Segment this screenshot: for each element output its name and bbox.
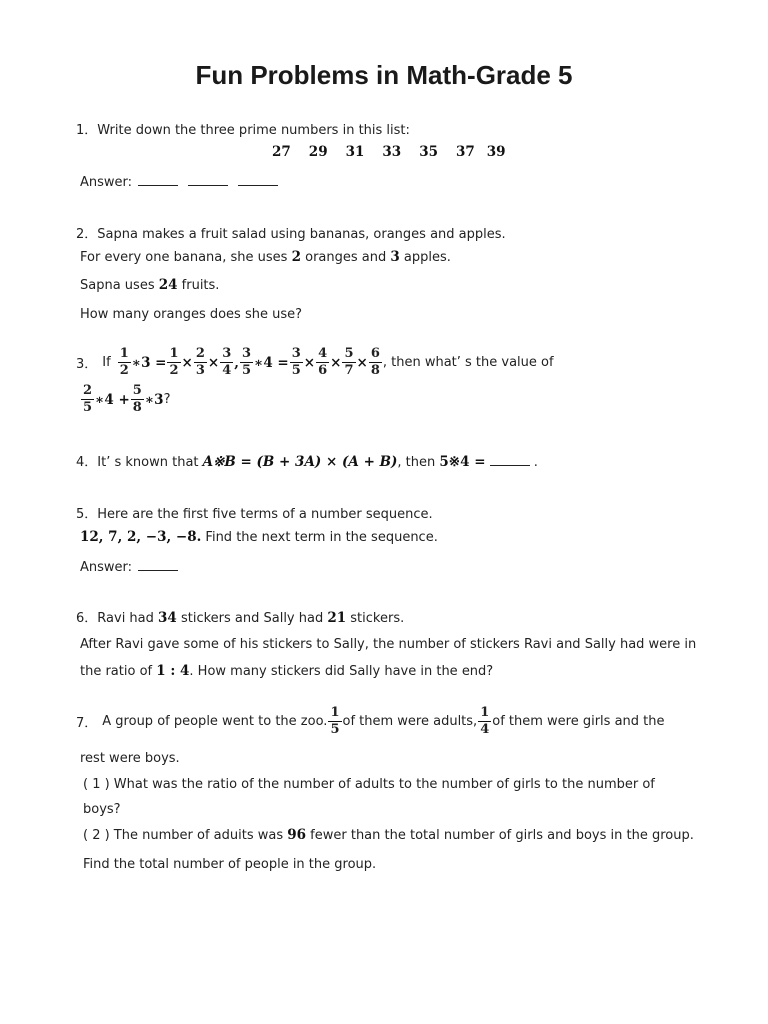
math-sequence: 12, 7, 2, −3, −8. [80, 529, 202, 545]
text: If [102, 355, 111, 370]
math-operator: ∗3 [144, 391, 164, 408]
text: Ravi had [97, 611, 159, 626]
problem-6-line-1 [76, 607, 404, 626]
text: . How many stickers did Sally have in the end? [189, 664, 494, 679]
text: ( 2 ) The number of aduits was [83, 828, 288, 843]
list-number: 31 [345, 144, 365, 160]
answer-blank[interactable] [188, 174, 228, 186]
math-expression: A※B = (B + 3A) × (A + B) [202, 454, 398, 470]
math-ratio: 1 : 4 [156, 663, 190, 679]
problem-1-number: 1． [76, 123, 98, 138]
text: , then [397, 455, 440, 470]
answer-blank[interactable] [138, 559, 178, 571]
text: , then what’ s the value of [382, 355, 554, 370]
text: the ratio of [80, 664, 157, 679]
fraction: $\frac{2}{3}$ [195, 346, 205, 378]
math-operator: × [330, 354, 342, 371]
fraction: $\frac{6}{8}$ [370, 346, 380, 378]
fraction: $\frac{1}{5}$ [330, 705, 340, 737]
list-number: 35 [419, 144, 438, 160]
text: It’ s known that [97, 455, 203, 470]
list-number: 27 [272, 144, 291, 160]
fraction: $\frac{3}{5}$ [291, 346, 301, 378]
text: stickers and Sally had [176, 611, 328, 626]
math-expression: 5※4 = [439, 454, 486, 470]
problem-6-number: 6． [76, 611, 98, 626]
fraction: $\frac{1}{4}$ [480, 705, 490, 737]
text: Here are the first five terms of a number sequence. [97, 507, 433, 522]
math-number: 21 [327, 610, 347, 626]
problem-5-line-1 [76, 503, 433, 522]
problem-2-line-2 [80, 249, 451, 265]
math-operator: , [234, 354, 239, 371]
problem-7-line-2: rest were boys. [80, 751, 180, 766]
list-number: 39 [486, 144, 506, 160]
page-title: Fun Problems in Math-Grade 5 [195, 60, 573, 90]
problem-2-question: How many oranges does she use? [80, 307, 303, 322]
answer-blank[interactable] [238, 174, 278, 186]
problem-2-text: Sapna makes a fruit salad using bananas, oranges and apples. [97, 227, 506, 242]
answer-label: Answer: [80, 175, 133, 190]
answer-blank[interactable] [138, 174, 178, 186]
text: A group of people went to the zoo. [102, 714, 328, 729]
math-number: 24 [158, 277, 178, 293]
fraction: $\frac{1}{2}$ [169, 346, 179, 378]
math-operator: × [207, 354, 220, 371]
problem-7-subquestion-1-cont: boys? [83, 802, 121, 817]
problem-3-question [80, 384, 170, 415]
problem-4-line [76, 451, 538, 470]
text: stickers. [346, 611, 405, 626]
fraction: $\frac{3}{5}$ [241, 346, 251, 378]
answer-label: Answer: [80, 560, 133, 575]
text: fewer than the total number of girls and boys in the group. [306, 828, 694, 843]
problem-7-subquestion-3: Find the total number of people in the group. [83, 857, 377, 872]
math-operator: × [356, 354, 368, 371]
text: of them were adults, [342, 714, 478, 729]
fraction: $\frac{1}{2}$ [119, 346, 129, 378]
text: . [533, 455, 538, 470]
problem-1-text: Write down the three prime numbers in this list: [97, 123, 410, 138]
text: apples. [399, 250, 451, 265]
math-operator: ∗4 + [95, 391, 130, 408]
text: fruits. [177, 278, 220, 293]
fraction: $\frac{5}{7}$ [344, 346, 354, 378]
problem-6-line-3 [80, 663, 493, 679]
math-operator: ∗3 = [131, 354, 167, 371]
math-operator: × [181, 354, 193, 371]
problem-2-line-3 [80, 277, 219, 293]
fraction: $\frac{2}{5}$ [83, 383, 93, 415]
problem-1-number-list [272, 144, 506, 160]
math-operator: ∗4 = [254, 354, 289, 371]
math-number: 96 [287, 827, 307, 843]
text: For every one banana, she uses [80, 250, 292, 265]
problem-3-number: 3． [76, 357, 98, 372]
problem-2-line-1 [76, 223, 506, 242]
list-number: 29 [308, 144, 328, 160]
math-operator: × [303, 354, 316, 371]
list-number: 33 [382, 144, 402, 160]
math-number: 2 [291, 249, 301, 265]
problem-6-line-2: After Ravi gave some of his stickers to Sally, the number of stickers Ravi and Sally had were in [80, 637, 697, 652]
problem-5-number: 5． [76, 507, 98, 522]
text: Sapna uses [80, 278, 159, 293]
problem-5-answer [80, 559, 178, 575]
text: ? [163, 392, 171, 407]
list-number: 37 [455, 144, 475, 160]
problem-7-subquestion-1: ( 1 ) What was the ratio of the number of adults to the number of girls to the number of [83, 777, 655, 792]
text: of them were girls and the [492, 714, 665, 729]
problem-3-expression [76, 347, 554, 378]
problem-4-number: 4． [76, 455, 98, 470]
problem-2-number: 2． [76, 227, 98, 242]
problem-7-subquestion-2 [83, 827, 694, 843]
fraction: $\frac{3}{4}$ [222, 346, 232, 378]
problem-7-line-1 [76, 706, 665, 737]
text: Find the next term in the sequence. [201, 530, 438, 545]
problem-1-answer [80, 174, 278, 190]
math-number: 34 [158, 610, 177, 626]
problem-5-line-2 [80, 529, 438, 545]
answer-blank[interactable] [490, 454, 530, 466]
problem-1-prompt [76, 119, 410, 138]
problem-7-number: 7． [76, 716, 98, 731]
math-number: 3 [390, 249, 400, 265]
fraction: $\frac{4}{6}$ [318, 346, 328, 378]
fraction: $\frac{5}{8}$ [132, 383, 142, 415]
text: oranges and [301, 250, 391, 265]
